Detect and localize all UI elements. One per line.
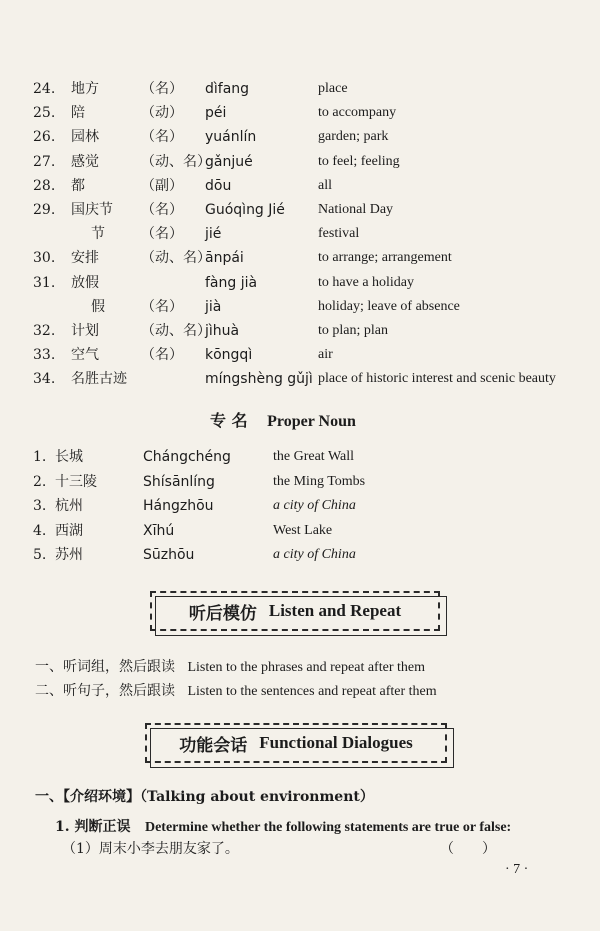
listen-repeat-box xyxy=(150,591,440,631)
vocab-english: place xyxy=(318,81,348,96)
vocab-row xyxy=(33,344,573,366)
proper-noun-pinyin: Hángzhōu xyxy=(143,498,214,514)
proper-noun-english: the Great Wall xyxy=(273,449,355,464)
listen-item-2-zh: 二、听句子，然后跟读 xyxy=(35,683,175,699)
proper-noun-pinyin: Sūzhōu xyxy=(143,547,195,563)
vocab-pinyin: fàng jià xyxy=(205,274,258,291)
vocab-pinyin: míngshèng gǔjì xyxy=(205,371,313,388)
vocab-word: 安排 xyxy=(71,250,99,267)
vocab-part-of-speech: （动、名） xyxy=(141,323,211,339)
proper-noun-word: 长城 xyxy=(55,449,83,465)
exercise-instruction xyxy=(55,816,511,836)
vocab-part-of-speech: （名） xyxy=(141,226,183,243)
vocab-number: 27. xyxy=(33,153,56,170)
vocab-word: 节 xyxy=(91,226,105,243)
vocab-number: 26. xyxy=(33,129,56,146)
listen-repeat-title-en: Listen and Repeat xyxy=(268,601,402,620)
listen-item-2-en: Listen to the sentences and repeat after them xyxy=(187,684,437,699)
vocab-pinyin: gǎnjué xyxy=(205,153,253,170)
vocab-row xyxy=(33,296,573,318)
vocab-part-of-speech: （动、名） xyxy=(141,153,211,170)
vocab-english: air xyxy=(318,347,333,363)
vocab-part-of-speech: （副） xyxy=(141,177,183,194)
proper-noun-word: 杭州 xyxy=(55,498,83,514)
vocab-pinyin: ānpái xyxy=(205,250,244,267)
proper-noun-number: 4. xyxy=(33,522,47,539)
functional-title-zh: 功能会话 xyxy=(179,735,248,756)
listen-repeat-title-zh: 听后模仿 xyxy=(188,603,257,624)
vocab-number: 30. xyxy=(33,250,56,267)
vocab-number: 24. xyxy=(33,81,56,97)
vocab-word: 都 xyxy=(71,177,85,194)
vocab-word: 园林 xyxy=(71,129,99,146)
vocab-row xyxy=(33,320,573,342)
vocab-word: 放假 xyxy=(71,274,99,291)
listen-item-1 xyxy=(35,656,425,676)
vocab-part-of-speech: （动、名） xyxy=(141,250,211,267)
proper-noun-row xyxy=(33,471,553,493)
vocab-part-of-speech: （名） xyxy=(141,298,183,315)
vocab-pinyin: kōngqì xyxy=(205,347,253,364)
vocab-row xyxy=(33,126,573,148)
vocab-part-of-speech: （名） xyxy=(141,347,183,364)
exercise-item-1-text: （1）周末小李去朋友家了。 xyxy=(62,841,239,857)
vocab-pinyin: jià xyxy=(205,298,222,315)
proper-noun-heading xyxy=(210,408,356,431)
vocab-row xyxy=(33,223,573,245)
vocab-word: 空气 xyxy=(71,347,99,364)
vocab-number: 29. xyxy=(33,202,56,218)
proper-noun-word: 十三陵 xyxy=(55,473,97,490)
vocab-part-of-speech: （名） xyxy=(141,129,183,146)
proper-noun-row xyxy=(33,446,553,468)
listen-item-2 xyxy=(35,680,437,700)
vocab-row xyxy=(33,78,573,100)
vocab-row xyxy=(33,368,573,390)
vocab-english: place of historic interest and scenic beauty xyxy=(318,371,556,387)
vocab-word: 名胜古迹 xyxy=(71,371,127,388)
proper-noun-number: 3. xyxy=(33,498,47,514)
proper-noun-number: 2. xyxy=(33,473,47,490)
vocab-word: 计划 xyxy=(71,323,99,339)
vocab-english: holiday; leave of absence xyxy=(318,298,460,314)
vocab-pinyin: péi xyxy=(205,105,227,122)
proper-noun-word: 苏州 xyxy=(55,547,83,563)
proper-noun-number: 5. xyxy=(33,547,47,563)
vocab-number: 33. xyxy=(33,347,56,364)
functional-dialogues-box xyxy=(145,723,447,763)
vocab-number: 25. xyxy=(33,105,56,122)
vocab-pinyin: yuánlín xyxy=(205,129,257,146)
functional-section-label: 一、【介绍环境】（Talking about environment） xyxy=(35,789,374,805)
vocab-pinyin: dōu xyxy=(205,177,232,194)
vocab-word: 国庆节 xyxy=(71,202,113,218)
vocab-word: 陪 xyxy=(71,105,85,122)
vocab-row xyxy=(33,151,573,173)
exercise-item-1-answer-blank[interactable]: （ ） xyxy=(440,841,496,857)
vocab-part-of-speech: （名） xyxy=(141,202,183,218)
vocab-pinyin: jìhuà xyxy=(205,323,240,339)
proper-noun-pinyin: Chángchéng xyxy=(143,449,231,465)
vocab-part-of-speech: （名） xyxy=(141,81,183,97)
proper-noun-number: 1. xyxy=(33,449,47,465)
exercise-label: 1. 判断正误 xyxy=(55,819,131,835)
vocab-pinyin: Guóqìng Jié xyxy=(205,202,285,218)
vocab-english: to accompany xyxy=(318,105,397,121)
vocab-english: all xyxy=(318,177,332,193)
listen-item-1-zh: 一、听词组，然后跟读 xyxy=(35,659,175,675)
functional-title-en: Functional Dialogues xyxy=(259,733,413,752)
vocab-number: 32. xyxy=(33,323,56,339)
proper-noun-pinyin: Xīhú xyxy=(143,522,175,539)
proper-noun-english: a city of China xyxy=(273,547,356,562)
vocab-english: to plan; plan xyxy=(318,323,388,338)
exercise-instruction-en: Determine whether the following statements are true or false: xyxy=(144,820,512,835)
proper-noun-english: West Lake xyxy=(273,522,333,538)
vocab-row xyxy=(33,272,573,294)
page-number: · 7 · xyxy=(505,862,529,877)
vocab-word: 地方 xyxy=(71,81,99,97)
vocab-row xyxy=(33,102,573,124)
vocab-part-of-speech: （动） xyxy=(141,105,183,122)
proper-noun-row xyxy=(33,544,553,566)
proper-noun-row xyxy=(33,495,553,517)
proper-noun-word: 西湖 xyxy=(55,522,83,539)
vocab-pinyin: jié xyxy=(205,226,222,243)
listen-item-1-en: Listen to the phrases and repeat after them xyxy=(187,660,425,675)
proper-noun-title-en: Proper Noun xyxy=(267,413,356,430)
proper-noun-english: a city of China xyxy=(273,498,356,513)
vocab-english: garden; park xyxy=(318,129,389,145)
vocab-pinyin: dìfang xyxy=(205,81,250,97)
proper-noun-pinyin: Shísānlíng xyxy=(143,473,215,490)
vocab-row xyxy=(33,247,573,269)
vocab-row xyxy=(33,199,573,221)
vocab-number: 28. xyxy=(33,177,56,194)
vocab-word: 感觉 xyxy=(71,153,99,170)
proper-noun-row xyxy=(33,520,553,542)
vocab-english: to feel; feeling xyxy=(318,153,400,169)
proper-noun-title-zh: 专 名 xyxy=(210,411,248,430)
vocab-english: to have a holiday xyxy=(318,274,415,290)
vocab-english: to arrange; arrangement xyxy=(318,250,452,266)
vocab-english: National Day xyxy=(318,202,394,217)
vocab-number: 31. xyxy=(33,274,56,291)
vocab-number: 34. xyxy=(33,371,56,388)
proper-noun-english: the Ming Tombs xyxy=(273,473,366,489)
exercise-item-1 xyxy=(62,838,239,858)
vocab-word: 假 xyxy=(91,298,105,315)
vocab-row xyxy=(33,175,573,197)
vocab-english: festival xyxy=(318,226,360,242)
